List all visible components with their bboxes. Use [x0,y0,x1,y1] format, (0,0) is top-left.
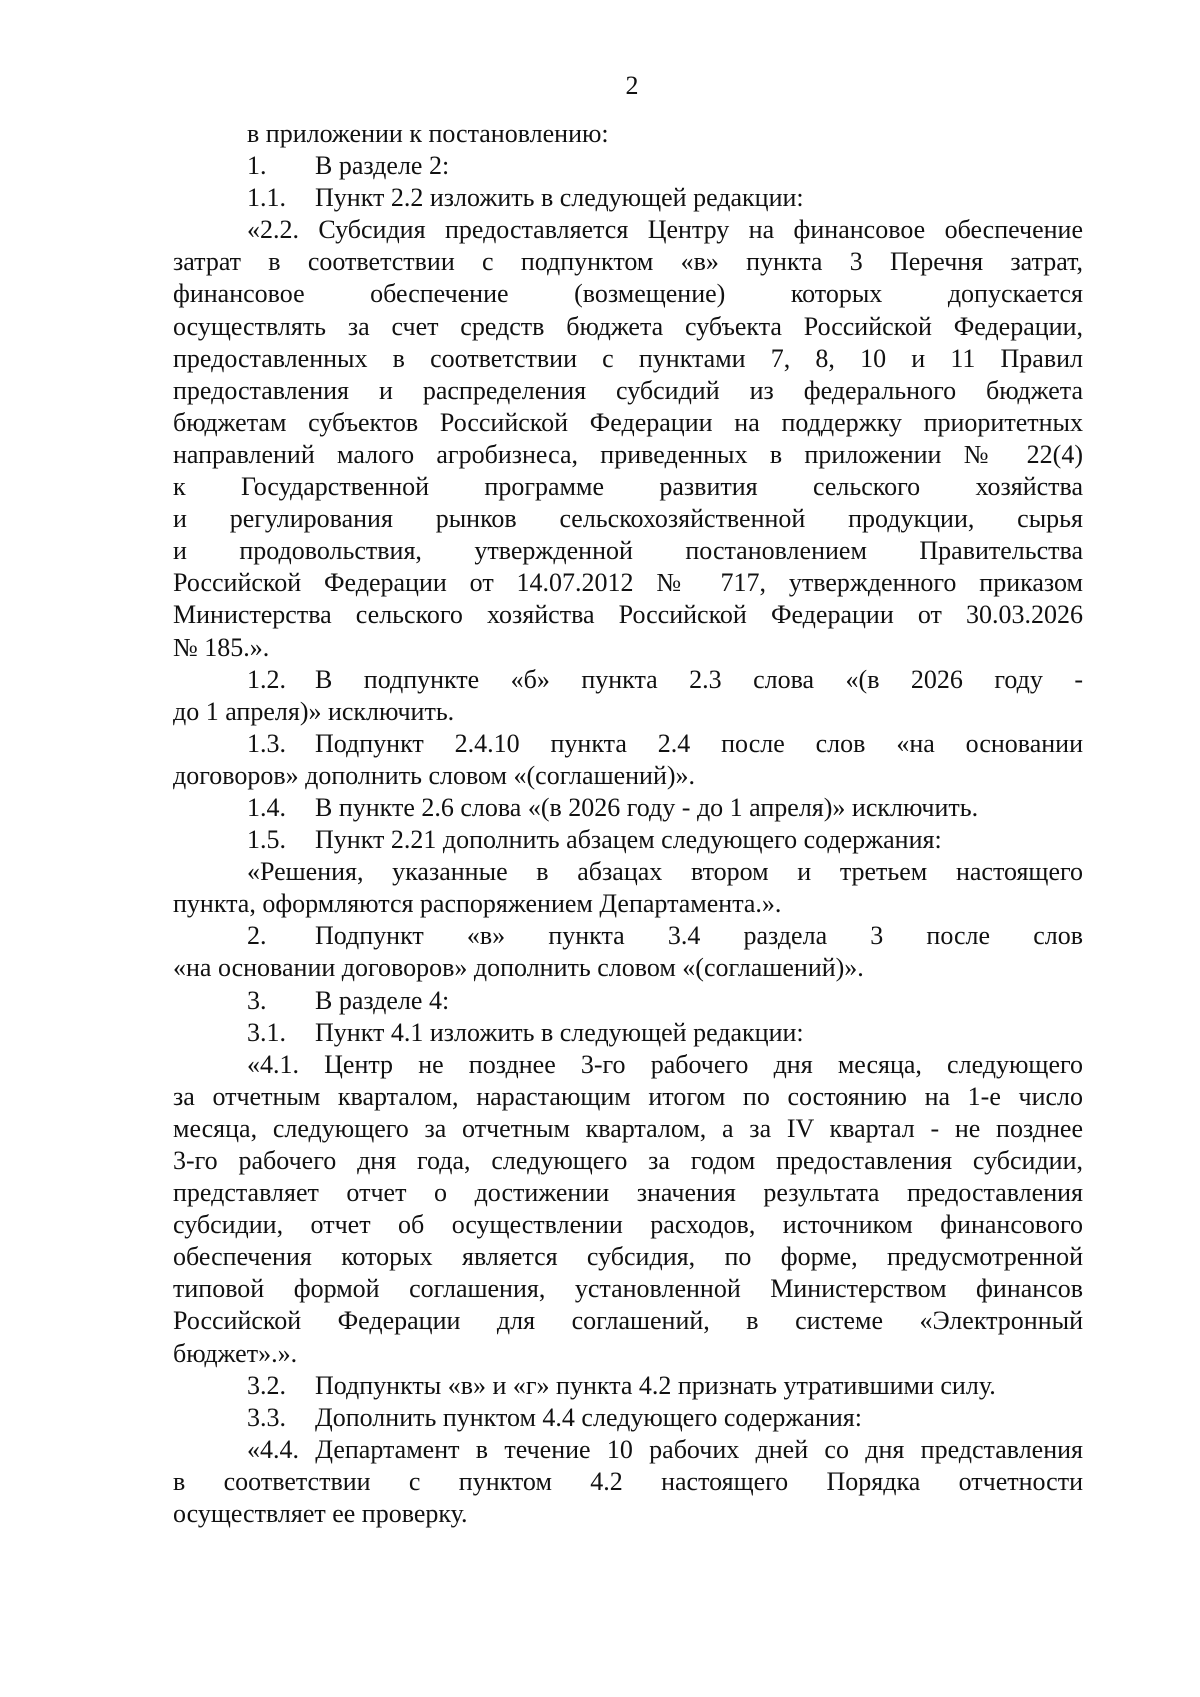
text-line: договоров» дополнить словом «(соглашений)». [173,760,696,790]
list-item [173,1370,1083,1402]
list-item-heading [173,985,1083,1017]
text-line: субсидии, отчет об осуществлении расходов, источником финансового [173,1210,1083,1240]
text-line: месяца, следующего за отчетным кварталом, а за IV квартал - не позднее [173,1113,1083,1143]
page-number: 2 [625,71,639,100]
text-line: затрат в соответствии с подпунктом «в» пункта 3 Перечня затрат, [173,247,1083,277]
list-item [173,664,1083,696]
list-item [173,920,1083,952]
document-body [173,118,1083,1530]
text-line: к Государственной программе развития сельского хозяйства [173,472,1083,502]
list-number: 2. [247,921,267,951]
list-item [173,1402,1083,1434]
text-line: «Решения, указанные в абзацах втором и третьем настоящего [247,857,1083,887]
text-line: Российской Федерации для соглашений, в системе «Электронный [173,1306,1083,1336]
list-item-text: Подпункт «в» пункта 3.4 раздела 3 после слов [315,921,1083,951]
text-line: 3-го рабочего дня года, следующего за годом предоставления субсидии, [173,1146,1083,1175]
list-item-text: Пункт 2.21 дополнить абзацем следующего содержания: [315,825,942,855]
text-line: «4.4. Департамент в течение 10 рабочих дней со дня представления [247,1434,1083,1464]
list-item-text: В пункте 2.6 слова «(в 2026 году - до 1 апреля)» исключить. [315,792,979,822]
text-line: в приложении к постановлению: [247,119,609,148]
text-line: пункта, оформляются распоряжением Департамента.». [173,889,782,919]
list-number: 3.3. [247,1402,286,1432]
text-line: бюджетам субъектов Российской Федерации на поддержку приоритетных [173,407,1083,437]
text-line: «2.2. Субсидия предоставляется Центру на финансовое обеспечение [247,215,1083,245]
list-item [173,824,1083,856]
list-item-text: Подпункты «в» и «г» пункта 4.2 признать утратившими силу. [315,1370,996,1400]
list-item-heading [173,1017,1083,1049]
text-line: № 185.». [173,632,270,662]
text-line: Российской Федерации от 14.07.2012 № 717, утвержденного приказом [173,568,1083,598]
list-item-text: Пункт 2.2 изложить в следующей редакции: [315,183,804,213]
text-line: обеспечения которых является субсидия, по форме, предусмотренной [173,1242,1083,1272]
list-item-text: В разделе 4: [315,985,450,1015]
list-number: 1.5. [247,825,286,855]
text-line: предоставления и распределения субсидий из федерального бюджета [173,375,1083,405]
list-item [173,728,1083,760]
list-item-text: Пункт 4.1 изложить в следующей редакции: [315,1017,804,1047]
list-item-text: В подпункте «б» пункта 2.3 слова «(в 2026 году - [315,664,1083,694]
text-line: до 1 апреля)» исключить. [173,696,455,726]
text-line: осуществлять за счет средств бюджета субъекта Российской Федерации, [173,311,1083,341]
list-number: 1.2. [247,664,286,694]
text-line: предоставленных в соответствии с пунктами 7, 8, 10 и 11 Правил [173,343,1083,373]
text-line: в соответствии с пунктом 4.2 настоящего Порядка отчетности [173,1466,1083,1496]
text-line: типовой формой соглашения, установленной Министерством финансов [173,1274,1083,1304]
text-line: Министерства сельского хозяйства Российской Федерации от 30.03.2026 [173,600,1083,630]
text-line: за отчетным кварталом, нарастающим итогом по состоянию на 1-е число [173,1081,1083,1111]
list-number: 3.1. [247,1017,286,1047]
list-number: 1.1. [247,183,286,213]
list-item-heading [173,150,1083,182]
text-line: осуществляет ее проверку. [173,1499,468,1529]
list-number: 1. [247,151,267,181]
list-item-text: В разделе 2: [315,151,450,181]
text-line: направлений малого агробизнеса, приведенных в приложении № 22(4) [173,439,1083,469]
text-line: представляет отчет о достижении значения результата предоставления [173,1178,1083,1208]
text-line: бюджет».». [173,1338,298,1368]
text-line: и регулирования рынков сельскохозяйственной продукции, сырья [173,504,1083,534]
text-line: финансовое обеспечение (возмещение) которых допускается [173,279,1083,309]
list-number: 1.3. [247,728,286,758]
list-item-text: Подпункт 2.4.10 пункта 2.4 после слов «на основании [315,728,1083,758]
text-line: «на основании договоров» дополнить словом «(соглашений)». [173,953,864,983]
text-line: «4.1. Центр не позднее 3-го рабочего дня месяца, следующего [247,1049,1083,1079]
list-item-text: Дополнить пунктом 4.4 следующего содержания: [315,1402,862,1432]
text-line: и продовольствия, утвержденной постановлением Правительства [173,536,1083,566]
list-item [173,792,1083,824]
list-number: 1.4. [247,792,286,822]
list-number: 3. [247,985,267,1015]
list-number: 3.2. [247,1370,286,1400]
list-item-heading [173,182,1083,214]
